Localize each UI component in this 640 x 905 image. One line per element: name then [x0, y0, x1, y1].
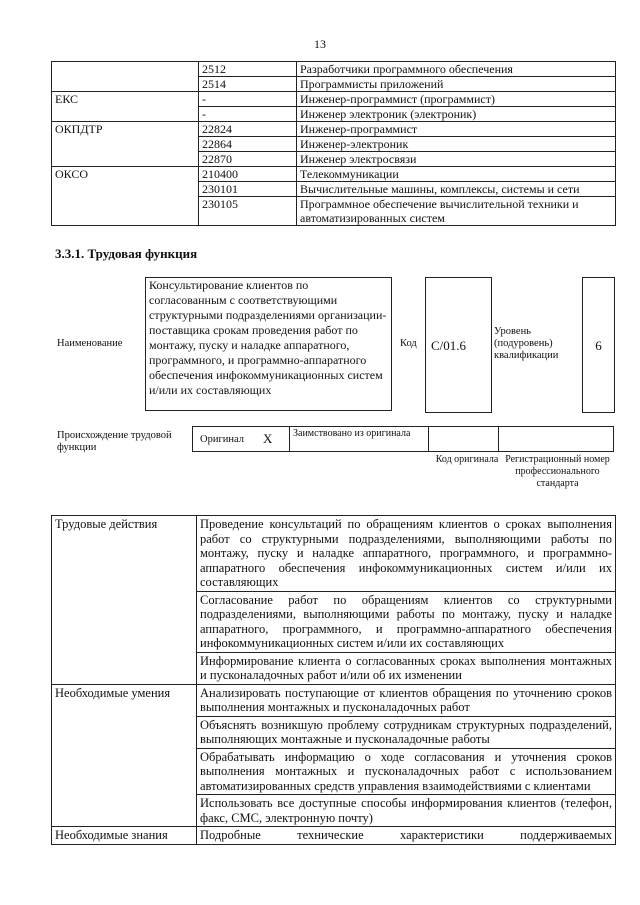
- code-cell: 22870: [199, 152, 297, 167]
- skill-item: Использовать все доступные способы информирования клиентов (телефон, факс, СМС, электронную почту): [197, 795, 616, 827]
- table-row: [52, 122, 616, 137]
- origin-label: Происхождение трудовой функции: [57, 430, 172, 453]
- function-name-box: Консультирование клиентов по согласованным с соответствующими структурными подразделениями организации-поставщика срокам проведения работ по монтажу, пуску и наладке аппаратного, программного, и программно-аппаратного обеспечения инфокоммуникационных систем и/или их составляющих: [145, 277, 392, 411]
- level-box: [582, 277, 615, 413]
- code-cell: 22824: [199, 122, 297, 137]
- name-cell: Инженер-программист: [297, 122, 616, 137]
- knowledge-item: Подробные технические характеристики поддерживаемых: [197, 827, 616, 845]
- classifier-cell: ОКСО: [52, 167, 199, 226]
- code-cell: 230101: [199, 182, 297, 197]
- table-row: [52, 516, 616, 592]
- code-box: [425, 277, 492, 413]
- code-cell: 2514: [199, 77, 297, 92]
- origin-row: [192, 426, 614, 452]
- original-cell: [193, 427, 290, 451]
- action-item: Согласование работ по обращениям клиентов со структурными подразделениями, выполняющими работы по монтажу, пуску и наладке аппаратного, программного, и программно-аппаратного обеспечения инфокоммуникационных систем и/или их составляющих: [197, 591, 616, 652]
- table-row: [52, 62, 616, 77]
- classifier-cell: [52, 62, 199, 92]
- code-cell: 2512: [199, 62, 297, 77]
- section-heading: 3.3.1. Трудовая функция: [55, 246, 198, 261]
- code-caption: Код оригинала: [435, 454, 499, 465]
- name-cell: Телекоммуникации: [297, 167, 616, 182]
- name-cell: Программисты приложений: [297, 77, 616, 92]
- level-label: Уровень (подуровень) квалификации: [494, 326, 559, 361]
- name-cell: Вычислительные машины, комплексы, системы и сети: [297, 182, 616, 197]
- original-label: Оригинал: [200, 434, 244, 445]
- code-cell: 210400: [199, 167, 297, 182]
- name-label: Наименование: [57, 338, 123, 349]
- code-cell: -: [199, 107, 297, 122]
- table-row: [52, 167, 616, 182]
- code-value: C/01.6: [431, 338, 467, 353]
- knowledge-label: Необходимые знания: [52, 827, 197, 845]
- classifier-codes-table: [51, 61, 616, 226]
- table-row: [52, 684, 616, 716]
- page-number: 13: [314, 37, 326, 51]
- action-item: Информирование клиента о согласованных сроках выполнения монтажных и пусконаладочных работ и/или об их изменении: [197, 652, 616, 684]
- skill-item: Анализировать поступающие от клиентов обращения по уточнению сроков выполнения монтажных и пусконаладочных работ: [197, 684, 616, 716]
- skill-item: Объяснять возникшую проблему сотрудникам структурных подразделений, выполняющих монтажные и пусконаладочные работы: [197, 716, 616, 748]
- code-cell: 22864: [199, 137, 297, 152]
- code-cell: 230105: [199, 197, 297, 226]
- classifier-cell: ОКПДТР: [52, 122, 199, 167]
- borrowed-cell: Заимствовано из оригинала: [290, 427, 429, 451]
- name-cell: Инженер электроник (электроник): [297, 107, 616, 122]
- skill-item: Обрабатывать информацию о ходе согласования и уточнения сроков выполнения монтажных и пусконаладочных работ с использованием автоматизированных средств управления взаимодействиями с клиентами: [197, 748, 616, 795]
- name-cell: Разработчики программного обеспечения: [297, 62, 616, 77]
- name-cell: Инженер электросвязи: [297, 152, 616, 167]
- classifier-cell: ЕКС: [52, 92, 199, 122]
- code-label: Код: [400, 338, 417, 349]
- name-cell: Инженер-электроник: [297, 137, 616, 152]
- skills-label: Необходимые умения: [52, 684, 197, 827]
- name-cell: Программное обеспечение вычислительной техники и автоматизированных систем: [297, 197, 616, 226]
- actions-label: Трудовые действия: [52, 516, 197, 685]
- original-code-cell: [430, 427, 499, 451]
- code-cell: -: [199, 92, 297, 107]
- table-row: [52, 92, 616, 107]
- original-mark: X: [263, 431, 273, 446]
- reg-caption: Регистрационный номер профессионального стандарта: [505, 454, 610, 489]
- level-value: 6: [595, 338, 602, 353]
- function-details-table: [51, 515, 616, 845]
- name-cell: Инженер-программист (программист): [297, 92, 616, 107]
- action-item: Проведение консультаций по обращениям клиентов о сроках выполнения работ со структурными подразделениями, выполняющими работы по монтажу, пуску и наладке аппаратного, программного, и программно-аппаратного обеспечения инфокоммуникационных систем и/или их составляющих: [197, 516, 616, 592]
- table-row: [52, 827, 616, 845]
